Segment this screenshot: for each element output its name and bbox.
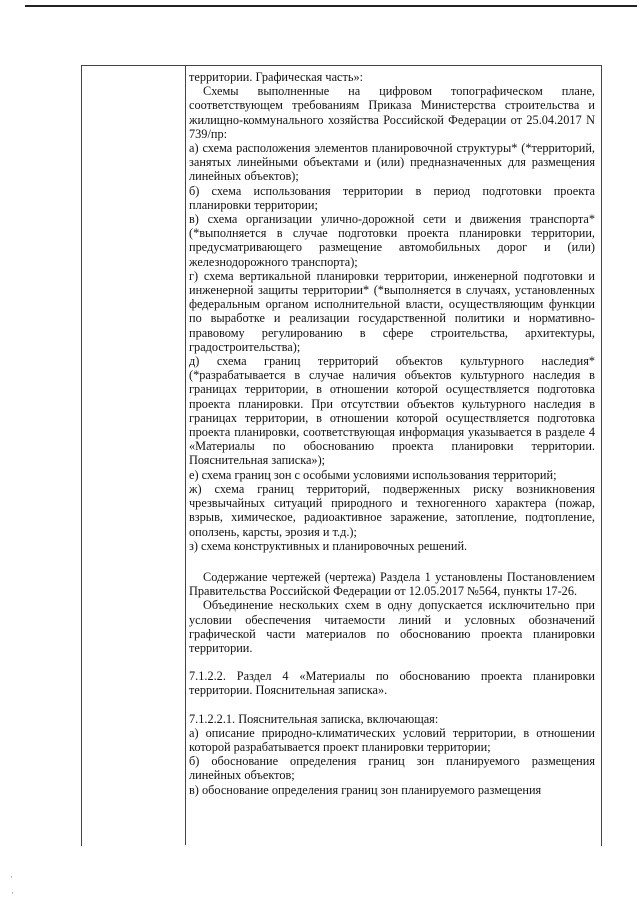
list-item: ж) схема границ территорий, подверженных риску возникновения чрезвычайных ситуаций природного и техногенного характера (пожар, взрыв, химическое, радиоактивное заражение, затопление, подтопление, оползень, карсты, эрозия и т.д.); xyxy=(189,481,595,539)
paragraph: Схемы выполненные на цифровом топографическом плане, соответствующем требованиям Приказа Министерства строительства и жилищно-коммунального хозяйства Российской Федерации от 25.04.2017 N 739/пр: xyxy=(189,84,595,141)
scan-artifact: · xyxy=(11,888,14,898)
section-heading: 7.1.2.2. Раздел 4 «Материалы по обоснованию проекта планировки территории. Пояснительная записка». xyxy=(189,669,595,698)
paragraph: Содержание чертежей (чертежа) Раздела 1 установлены Постановлением Правительства Российской Федерации от 12.05.2017 №564, пункты 17-26. xyxy=(189,569,595,599)
list-item: б) обоснование определения границ зон планируемого размещения линейных объектов; xyxy=(189,754,595,783)
top-rule xyxy=(25,5,637,7)
list-item: в) обоснование определения границ зон планируемого размещения xyxy=(189,782,542,797)
scan-artifact: · xyxy=(10,872,13,882)
list-item: в) схема организации улично-дорожной сети и движения транспорта* (*выполняется в случае подготовки проекта планировки территории, предусматривающего размещение автомобильных дорог и (или) железнодорожного транспорта); xyxy=(189,212,595,269)
paragraph: территории. Графическая часть»: xyxy=(189,70,364,84)
list-item: е) схема границ зон с особыми условиями использования территорий; xyxy=(189,467,557,482)
subsection-heading: 7.1.2.2.1. Пояснительная записка, включающая: xyxy=(189,711,439,726)
column-divider xyxy=(185,65,186,845)
list-item: з) схема конструктивных и планировочных решений. xyxy=(189,538,468,553)
paragraph: Объединение нескольких схем в одну допускается исключительно при условии обеспечения читаемости линий и условных обозначений графической части материалов по обоснованию проекта планировки территории. xyxy=(189,598,595,655)
list-item: б) схема использования территории в период подготовки проекта планировки территории; xyxy=(189,183,595,212)
list-item: д) схема границ территорий объектов культурного наследия* (*разрабатывается в случае наличия объектов культурного наследия в границах территории, в отношении которой осуществляется подготовка проекта планировки. При отсутствии объектов культурного наследия в границах территории, в отношении которой осуществляется подготовка проекта планировки, соответствующая информация указывается в разделе 4 «Материалы по обоснованию проекта планировки территории. Пояснительная записка»); xyxy=(189,354,595,468)
document-body xyxy=(189,70,595,797)
list-item: г) схема вертикальной планировки территории, инженерной подготовки и инженерной защиты территории* (*выполняется в случаях, установленных федеральным органом исполнительной власти, осуществляющим функции по выработке и реализации государственной политики и нормативно-правовому регулированию в сфере строительства, архитектуры, градостроительства); xyxy=(189,268,595,354)
list-item: а) схема расположения элементов планировочной структуры* (*территорий, занятых линейными объектами и (или) предназначенных для размещения линейных объектов); xyxy=(189,141,595,184)
list-item: а) описание природно-климатических условий территории, в отношении которой разрабатывается проект планировки территории; xyxy=(189,725,595,754)
